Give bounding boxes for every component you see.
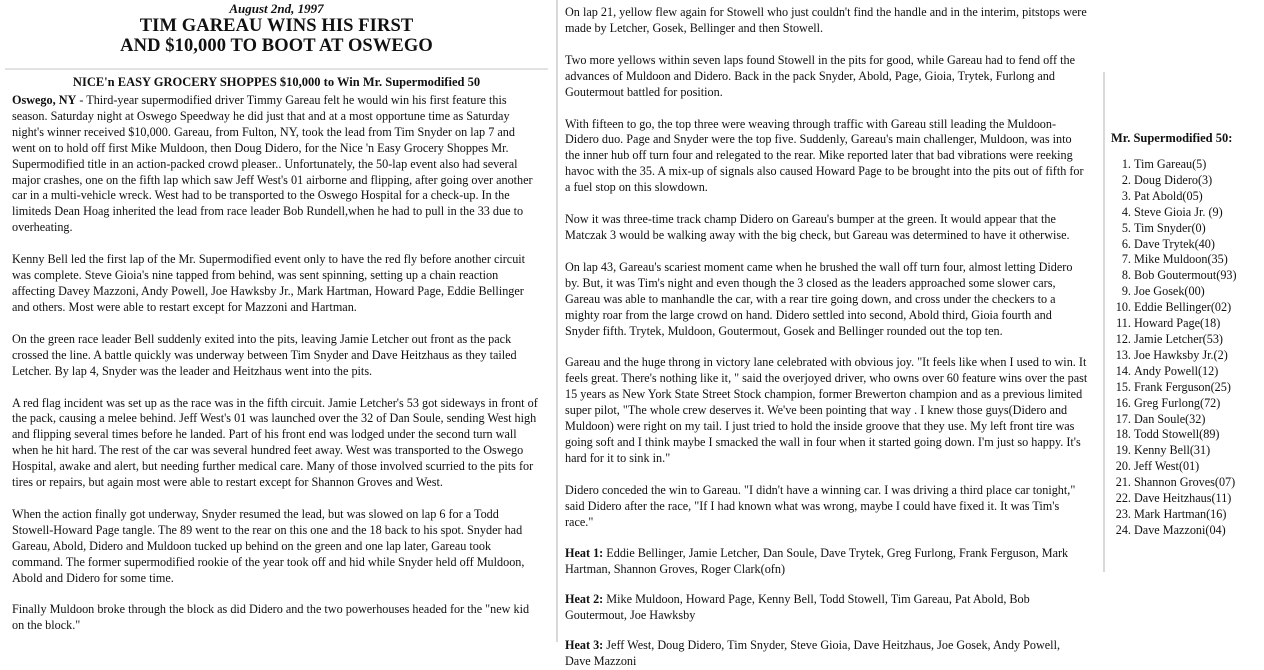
result-entry: 18. Todd Stowell(89) (1134, 427, 1264, 443)
heat-drivers: Eddie Bellinger, Jamie Letcher, Dan Soule, Dave Trytek, Greg Furlong, Frank Ferguson, Mark Hartman, Shannon Groves, Roger Clark(ofn) (565, 546, 1069, 577)
results-list (1105, 157, 1264, 539)
article-paragraph: Didero conceded the win to Gareau. "I didn't have a winning car. I was driving a third place car tonight," said Didero after the race, "If I had known what was wrong, maybe I could have fixed it. It was Tim's race." (565, 482, 1076, 529)
result-entry: 10. Eddie Bellinger(02) (1134, 300, 1264, 316)
result-entry: 11. Howard Page(18) (1134, 316, 1264, 332)
article-column-left (5, 0, 548, 642)
lead-paragraph (5, 93, 548, 236)
result-entry: 22. Dave Heitzhaus(11) (1134, 491, 1264, 507)
result-entry: 7. Mike Muldoon(35) (1134, 252, 1264, 268)
heat-results (558, 546, 1094, 669)
result-entry: 2. Doug Didero(3) (1134, 173, 1264, 189)
article-paragraph: With fifteen to go, the top three were weaving through traffic with Gareau still leading the Muldoon-Didero duo. Page and Snyder were the top five. Suddenly, Gareau's main challenger, Muldoon, was into the inner hub off turn four and relegated to the rear. Mike reported later that bad vibrations were reeking havoc with the 35. A mix-up of signals also caused Howard Page to be brought into the pits out of fifth for a fuel stop on this slowdown. (565, 116, 1084, 195)
result-entry: 14. Andy Powell(12) (1134, 364, 1264, 380)
article-paragraph: Finally Muldoon broke through the block as did Didero and the two powerhouses headed for the "new kid on the block." (12, 602, 530, 633)
article-subhead: NICE'n EASY GROCERY SHOPPES $10,000 to Win Mr. Supermodified 50 (72, 75, 481, 89)
result-entry: 19. Kenny Bell(31) (1134, 443, 1264, 459)
result-entry: 15. Frank Ferguson(25) (1134, 380, 1264, 396)
article-date: August 2nd, 1997 (229, 1, 324, 16)
result-entry: 8. Bob Goutermout(93) (1134, 268, 1264, 284)
heat-drivers: Mike Muldoon, Howard Page, Kenny Bell, Todd Stowell, Tim Gareau, Pat Abold, Bob Goutermout, Joe Hawksby (565, 592, 1030, 623)
result-entry: 4. Steve Gioia Jr. (9) (1134, 205, 1264, 221)
heat-label: Heat 2: (565, 592, 604, 607)
results-title: Mr. Supermodified 50: (1111, 131, 1233, 145)
result-entry: 1. Tim Gareau(5) (1134, 157, 1264, 173)
heat-label: Heat 3: (565, 638, 604, 653)
article-paragraph: Gareau and the huge throng in victory lane celebrated with obvious joy. "It feels like when I used to win. It feels great. There's nothing like it, " said the overjoyed driver, who owns over 60 feature wins over the past 15 years as New York State Street Stock champion, former Brewerton champion and as a previous limited super pilot, "The whole crew deserves it. We've been pointing that way . I knew those guys(Didero and Muldoon) were right on my tail. I just tried to hold the inside groove that they use. My left front tire was going soft and I think maybe I smacked the wall in four when it started going down. I'm just so happy. It's hard for it to sink in." (565, 355, 1088, 465)
middle-paragraphs (558, 5, 1094, 530)
result-entry: 3. Pat Abold(05) (1134, 189, 1264, 205)
article-paragraph: A red flag incident was set up as the race was in the fifth circuit. Jamie Letcher's 53 got sideways in front of the pack, causing a melee behind. Jeff West's 01 was launched over the 32 of Dan Soule, sending West high and flipping several times before he landed. Part of his front end was lodged under the second turn wall when he hit hard. The rest of the car was several hundred feet away. West was transported to the Oswego Hospital, awake and alert, but needing further medical care. Many of those involved scurried to the pits for tires or repairs, but again most were able to restart except for Shannon Groves and West. (12, 395, 538, 490)
article-paragraph: When the action finally got underway, Snyder resumed the lead, but was slowed on lap 6 for a Todd Stowell-Howard Page tangle. The 89 went to the rear on this one and the 18 back to his spot. Snyder had Gareau, Abold, Didero and Muldoon tucked up behind on the green and one lap later, Gareau took command. The former supermodified rookie of the year took off and hid while Snyder held off Muldoon, Abold and Didero for some time. (12, 506, 525, 585)
result-entry: 5. Tim Snyder(0) (1134, 221, 1264, 237)
heat-entry (558, 638, 1094, 670)
article-column-middle (556, 0, 1094, 668)
result-entry: 17. Dan Soule(32) (1134, 412, 1264, 428)
headline-line-2: AND $10,000 TO BOOT AT OSWEGO (120, 35, 433, 56)
article-paragraph: Now it was three-time track champ Didero on Gareau's bumper at the green. It would appear that the Matczak 3 would be walking away with the big check, but Gareau was determined to have it otherwise. (565, 212, 1070, 242)
heat-entry (558, 592, 1094, 624)
article-paragraph: On lap 21, yellow flew again for Stowell who just couldn't find the handle and in the interim, pitstops were made by Letcher, Gosek, Bellinger and then Stowell. (565, 5, 1087, 35)
result-entry: 6. Dave Trytek(40) (1134, 237, 1264, 253)
lead-text: - Third-year supermodified driver Timmy Gareau felt he would win his first feature this season. Saturday night at Oswego Speedway he did just that and at a most opportune time as Saturday night's winner received $10,000. Gareau, from Fulton, NY, took the lead from Tim Snyder on lap 7 and went on to hold off first Mike Muldoon, then Doug Didero, for the Nice 'n Easy Grocery Shoppes Mr. Supermodified title in an action-packed crowd pleaser.. Unfortunately, the 50-lap event also had several major crashes, one on the fifth lap which saw Jeff West's 01 airborne and flipping, after going over another car in a multi-vehicle wreck. West had to be transported to the Oswego Hospital for a check-up. In the limiteds Dean Hoag inherited the lead from race leader Bob Rundell,when he had to pull in the 33 due to overheating. (12, 93, 533, 235)
article-headline (5, 17, 548, 56)
result-entry: 13. Joe Hawksby Jr.(2) (1134, 348, 1264, 364)
article-paragraph: Kenny Bell led the first lap of the Mr. Supermodified event only to have the red fly before another circuit was complete. Steve Gioia's nine tapped from behind, was sent spinning, setting up a chain reaction affecting Davey Mazzoni, Andy Powell, Joe Hawksby Jr., Mark Hartman, Howard Page, Eddie Bellinger and others. Most were able to restart except for Mazzoni and Hartman. (12, 252, 526, 314)
left-paragraphs (5, 252, 548, 634)
article-paragraph: Two more yellows within seven laps found Stowell in the pits for good, while Gareau had to fend off the advances of Muldoon and Didero. Back in the pack Snyder, Abold, Page, Gioia, Trytek, Furlong and Goutermout battled for position. (565, 52, 1076, 99)
dateline: Oswego, NY (12, 93, 77, 107)
article-paragraph: On lap 43, Gareau's scariest moment came when he brushed the wall off turn four, almost letting Didero by. But, it was Tim's night and even though the 3 closed as the leaders approached some slower cars, Gareau was able to manhandle the car, with a rear tire going down, and cross under the checkers to a mighty roar from the large crowd on hand. Didero settled into second, Abold third, Gioia fourth and Snyder fifth. Trytek, Muldoon, Goutermout, Gosek and Bellinger rounded out the top ten. (565, 259, 1073, 338)
headline-line-1: TIM GAREAU WINS HIS FIRST (139, 16, 414, 36)
result-entry: 12. Jamie Letcher(53) (1134, 332, 1264, 348)
result-entry: 16. Greg Furlong(72) (1134, 396, 1264, 412)
article-paragraph: On the green race leader Bell suddenly exited into the pits, leaving Jamie Letcher out front as the pack crossed the line. A battle quickly was underway between Tim Snyder and Dave Heitzhaus as they tailed Letcher. By lap 4, Snyder was the leader and Heitzhaus went into the pits. (12, 331, 517, 378)
result-entry: 21. Shannon Groves(07) (1134, 475, 1264, 491)
result-entry: 23. Mark Hartman(16) (1134, 507, 1264, 523)
heat-label: Heat 1: (565, 546, 604, 561)
heat-drivers: Jeff West, Doug Didero, Tim Snyder, Steve Gioia, Dave Heitzhaus, Joe Gosek, Andy Powell, Dave Mazzoni (565, 638, 1061, 668)
heat-entry (558, 546, 1094, 578)
divider (5, 68, 548, 70)
result-entry: 9. Joe Gosek(00) (1134, 284, 1264, 300)
results-sidebar (1103, 72, 1264, 572)
result-entry: 24. Dave Mazzoni(04) (1134, 523, 1264, 539)
result-entry: 20. Jeff West(01) (1134, 459, 1264, 475)
